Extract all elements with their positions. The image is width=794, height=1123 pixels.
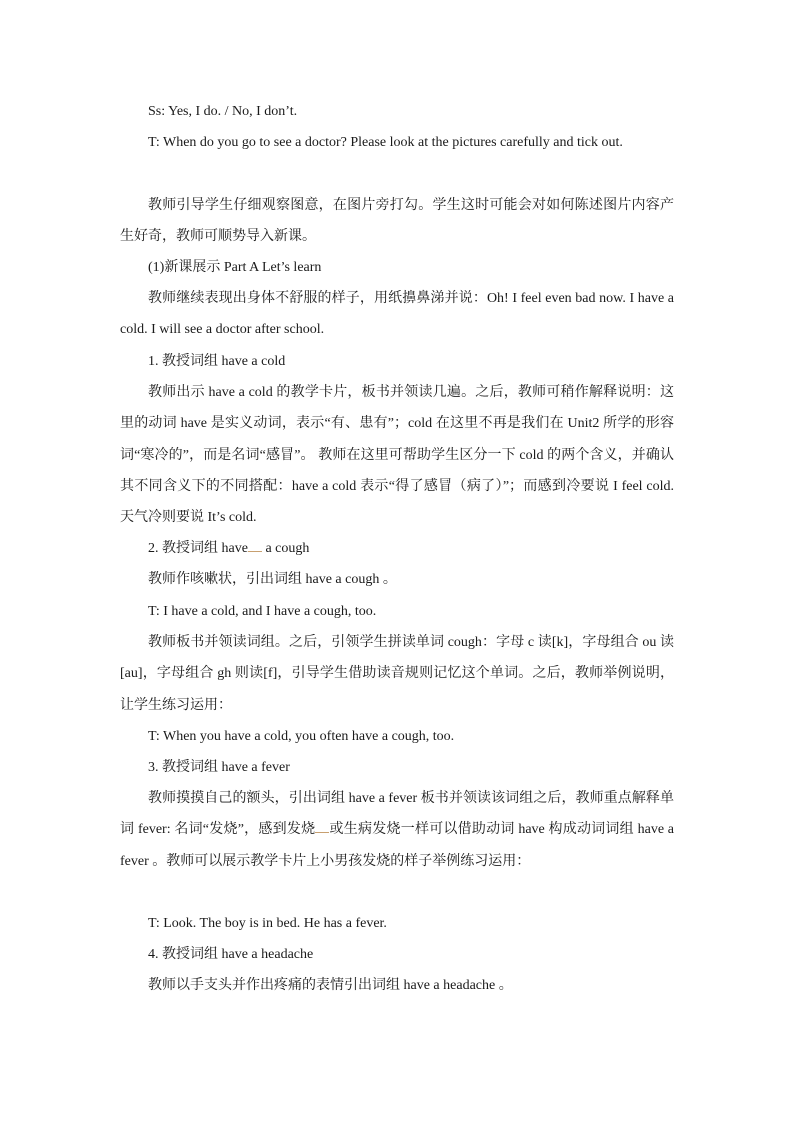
numbered-heading: 1. 教授词组 have a cold bbox=[148, 354, 286, 369]
dialogue-line: T: I have a cold, and I have a cough, too. bbox=[148, 604, 377, 619]
body-paragraph: 教师作咳嗽状，引出词组 have a cough 。 bbox=[148, 572, 397, 587]
heading-text: 2. 教授词组 have bbox=[148, 541, 248, 556]
body-text: 教师摸摸自己的额头，引出词组 have a fever 板书并领读该词组之后，教师重点解释单词 fever: 名词“发烧”，感到发烧 bbox=[120, 791, 674, 838]
numbered-heading bbox=[120, 533, 674, 564]
body-text-tail: 或生病发烧一样可以借助动词 have 构成动词词组 have a fever 。教师可以展示教学卡片上小男孩发烧的样子举例练习运用： bbox=[120, 822, 674, 869]
body-paragraph bbox=[120, 783, 674, 877]
dialogue-line: T: Look. The boy is in bed. He has a fever. bbox=[148, 916, 387, 931]
dialogue-line: Ss: Yes, I do. / No, I don’t. bbox=[148, 104, 298, 119]
dialogue-line: T: When do you go to see a doctor? Please look at the pictures carefully and tick out. bbox=[148, 135, 623, 150]
dialogue-line: T: When you have a cold, you often have a cough, too. bbox=[148, 729, 455, 744]
body-paragraph: 教师出示 have a cold 的教学卡片，板书并领读几遍。之后，教师可稍作解释说明：这里的动词 have 是实义动词，表示“有、患有”；cold 在这里不再是我们在 Unit2 所学的形容词“寒冷的”，而是名词“感冒”。 教师在这里可帮助学生区分一下 cold 的两个含义，并确认其不同含义下的不同搭配：have a cold 表示“得了感冒（病了）”；而感到冷要说 I feel cold. 天气冷则要说 It’s cold. bbox=[120, 385, 674, 526]
edit-mark bbox=[248, 541, 262, 552]
body-paragraph: 教师板书并领读词组。之后，引领学生拼读单词 cough：字母 c 读[k]，字母组合 ou 读[au]，字母组合 gh 则读[f]，引导学生借助读音规则记忆这个单词。之后，教师举例说明，让学生练习运用： bbox=[120, 635, 674, 713]
edit-mark bbox=[315, 822, 329, 833]
body-paragraph: 教师引导学生仔细观察图意，在图片旁打勾。学生这时可能会对如何陈述图片内容产生好奇，教师可顺势导入新课。 bbox=[120, 198, 674, 245]
heading-text-tail: a cough bbox=[265, 541, 310, 556]
numbered-heading: 3. 教授词组 have a fever bbox=[148, 760, 290, 775]
body-paragraph: 教师继续表现出身体不舒服的样子，用纸擤鼻涕并说：Oh! I feel even bad now. I have a cold. I will see a doctor after school. bbox=[120, 291, 674, 338]
body-paragraph: 教师以手支头并作出疼痛的表情引出词组 have a headache 。 bbox=[148, 978, 513, 993]
numbered-heading: 4. 教授词组 have a headache bbox=[148, 947, 314, 962]
section-heading: (1)新课展示 Part A Let’s learn bbox=[148, 260, 322, 275]
